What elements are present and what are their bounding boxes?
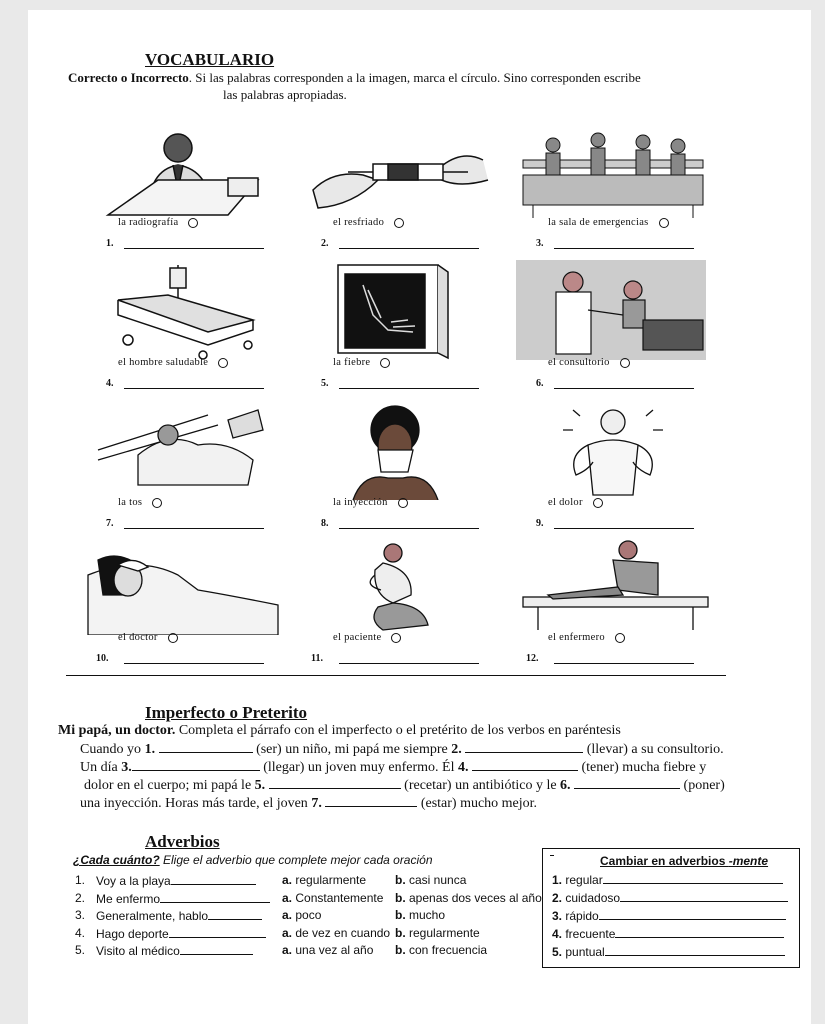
blank-number: 3. [121, 760, 132, 775]
mente-item [552, 871, 783, 890]
blank-5[interactable] [269, 776, 401, 789]
correct-circle[interactable] [615, 633, 625, 643]
imperfecto-instr-bold: Mi papá, un doctor. [58, 723, 176, 738]
correct-circle[interactable] [620, 358, 630, 368]
vocab-item [78, 260, 288, 395]
nurse-with-patient-picture [508, 535, 718, 635]
adverbios-instr-bold: ¿Cada cuánto? [73, 853, 160, 867]
syringe-injection-picture [293, 120, 503, 220]
adverb-option-b[interactable]: b. casi nunca [395, 873, 467, 887]
text: (llevar) a su consultorio. [583, 742, 724, 757]
vocab-caption [548, 632, 625, 643]
adverb-answer-blank[interactable] [208, 907, 262, 920]
answer-line[interactable] [554, 528, 694, 529]
answer-line[interactable] [124, 663, 264, 664]
adverb-option-b[interactable]: b. regularmente [395, 925, 480, 940]
text: Cuando yo [80, 742, 145, 757]
paragraph-line-3 [84, 776, 725, 795]
vocab-caption-text: el dolor [548, 497, 583, 508]
mente-answer-blank[interactable] [615, 925, 783, 938]
correct-circle[interactable] [394, 218, 404, 228]
doctor-at-desk-picture [78, 120, 288, 220]
adverb-sentence [96, 925, 266, 944]
adverb-answer-blank[interactable] [180, 942, 253, 955]
text: (estar) mucho mejor. [417, 796, 538, 811]
correct-circle[interactable] [380, 358, 390, 368]
correct-circle[interactable] [168, 633, 178, 643]
woman-with-fever-picture [78, 535, 288, 635]
sick-person-in-bed-picture [78, 400, 288, 500]
answer-line[interactable] [339, 388, 479, 389]
mente-item-number: 1. [552, 873, 566, 887]
blank-3[interactable] [132, 758, 260, 771]
mente-item-word: regular [565, 873, 603, 887]
hospital-stretcher-picture [78, 260, 288, 360]
blank-4[interactable] [472, 758, 578, 771]
mente-item-word: frecuente [565, 927, 616, 941]
mente-item [552, 943, 785, 962]
mente-item-number: 4. [552, 927, 566, 941]
vocab-item [508, 120, 718, 255]
answer-line[interactable] [554, 663, 694, 664]
blank-number: 5. [254, 778, 266, 793]
vocab-caption-text: la fiebre [333, 357, 371, 368]
text: Un día [80, 760, 122, 775]
vocab-caption [548, 357, 630, 368]
correct-circle[interactable] [218, 358, 228, 368]
vocab-caption-text: el consultorio [548, 357, 610, 368]
adverb-option-a[interactable]: a. poco [282, 908, 322, 922]
adverb-option-b[interactable]: b. apenas dos veces al año [395, 890, 542, 905]
blank-number: 2. [451, 742, 462, 757]
text: (ser) un niño, mi papá me siempre [252, 742, 452, 757]
vocab-number: 12. [526, 653, 539, 664]
mente-box-title [600, 853, 768, 871]
vocab-number: 5. [321, 378, 329, 389]
paragraph-line-2 [80, 758, 706, 777]
vocab-caption-text: la inyección [333, 497, 388, 508]
vocab-caption-text: la tos [118, 497, 143, 508]
adverb-row-number: 2. [75, 890, 86, 905]
adverb-option-b[interactable]: b. con frecuencia [395, 943, 488, 957]
adverb-sentence [96, 942, 253, 961]
foot-x-ray-picture [293, 260, 503, 360]
mente-item-word: rápido [565, 909, 599, 923]
vocab-item [293, 120, 503, 255]
mente-answer-blank[interactable] [603, 871, 784, 884]
correct-circle[interactable] [188, 218, 198, 228]
mente-item [552, 925, 784, 944]
correct-circle[interactable] [398, 498, 408, 508]
mente-title-prefix: Cambiar en adverbios [600, 854, 729, 868]
mente-item-number: 2. [552, 891, 566, 905]
mente-answer-blank[interactable] [605, 943, 786, 956]
adverb-sentence-text: Me enfermo [96, 891, 161, 906]
adverb-sentence-text: Visito al médico [96, 944, 180, 958]
vocab-number: 2. [321, 238, 329, 249]
text: (tener) mucha fiebre y [578, 760, 707, 775]
worksheet-page [28, 10, 811, 1024]
vocab-number: 1. [106, 238, 114, 249]
adverb-sentence-text: Voy a la playa [96, 874, 171, 888]
answer-line[interactable] [339, 663, 479, 664]
adverb-option-a[interactable]: a. de vez en cuando [282, 925, 391, 940]
vocab-number: 7. [106, 518, 114, 529]
mente-item-word: puntual [565, 945, 605, 959]
mente-box [542, 848, 800, 968]
vocab-caption [548, 497, 603, 508]
vocab-item [508, 400, 718, 535]
vocab-item [293, 400, 503, 535]
text: (llegar) un joven muy enfermo. Él [259, 760, 458, 775]
vocab-number: 8. [321, 518, 329, 529]
woman-coughing-picture [293, 535, 503, 635]
adverb-answer-blank[interactable] [160, 890, 270, 903]
mente-title-suffix: -mente [728, 854, 769, 868]
answer-line[interactable] [554, 388, 694, 389]
vocab-caption-text: el paciente [333, 632, 382, 643]
answer-line[interactable] [339, 528, 479, 529]
blank-1[interactable] [159, 740, 253, 753]
blank-number: 1. [144, 742, 156, 757]
adverb-option-b[interactable]: b. mucho [395, 908, 446, 922]
vocab-caption [548, 217, 669, 228]
correct-circle[interactable] [593, 498, 603, 508]
adverb-option-a[interactable]: a. regularmente [282, 873, 367, 887]
vocab-caption-text: la radiografía [118, 217, 179, 228]
doctor-examining-patient-picture [508, 260, 718, 360]
answer-line[interactable] [124, 528, 264, 529]
blank-2[interactable] [465, 740, 583, 753]
answer-line[interactable] [124, 388, 264, 389]
healthy-strong-man-picture [508, 400, 718, 500]
text: (recetar) un antibiótico y le [400, 778, 561, 793]
vocab-item [78, 535, 288, 670]
vocab-caption [333, 217, 404, 228]
vocab-item [293, 260, 503, 395]
adverbios-title: Adverbios [145, 832, 220, 851]
vocab-caption [333, 357, 390, 368]
adverb-answer-blank[interactable] [171, 872, 256, 885]
mente-answer-blank[interactable] [620, 889, 788, 902]
adverbios-instr-rest: Elige el adverbio que complete mejor cada oración [159, 853, 433, 867]
vocab-caption [333, 632, 401, 643]
blank-6[interactable] [574, 776, 680, 789]
vocab-caption-text: el hombre saludable [118, 357, 209, 368]
mente-item [552, 907, 786, 926]
text: una inyección. Horas más tarde, el joven [80, 796, 312, 811]
adverb-option-a[interactable]: a. una vez al año [282, 943, 374, 957]
vocab-item [78, 120, 288, 255]
paragraph-line-1 [80, 740, 724, 759]
mente-answer-blank[interactable] [599, 907, 786, 920]
adverbios-instructions [73, 852, 433, 870]
adverb-row-number: 5. [75, 943, 86, 957]
vocab-instructions [68, 70, 641, 86]
adverb-row-number: 1. [75, 873, 86, 887]
correct-circle[interactable] [152, 498, 162, 508]
adverb-answer-blank[interactable] [169, 925, 267, 938]
answer-line[interactable] [124, 248, 264, 249]
vocab-caption-text: el enfermero [548, 632, 605, 643]
blank-number: 6. [560, 778, 571, 793]
vocab-caption [118, 217, 198, 228]
vocab-number: 11. [311, 653, 323, 664]
correct-circle[interactable] [391, 633, 401, 643]
adverb-sentence [96, 872, 256, 891]
vocab-caption [333, 497, 408, 508]
answer-line[interactable] [554, 248, 694, 249]
mente-item-number: 3. [552, 909, 566, 923]
vocab-number: 9. [536, 518, 544, 529]
answer-line[interactable] [339, 248, 479, 249]
vocab-number: 3. [536, 238, 544, 249]
vocab-number: 4. [106, 378, 114, 389]
vocab-caption [118, 497, 162, 508]
text: (poner) [680, 778, 725, 793]
small-mark [550, 855, 554, 856]
mente-item-word: cuidadoso [565, 891, 621, 905]
adverb-option-a[interactable]: a. Constantemente [282, 890, 384, 905]
vocab-instructions-line2: las palabras apropiadas. [223, 87, 347, 102]
mente-item-number: 5. [552, 945, 566, 959]
vocab-caption [118, 357, 228, 368]
imperfecto-instr-rest: Completa el párrafo con el imperfecto o el pretérito de los verbos en paréntesis [175, 723, 621, 738]
vocab-caption-text: la sala de emergencias [548, 217, 649, 228]
section-divider [66, 675, 726, 676]
blank-7[interactable] [325, 794, 417, 807]
vocab-item [508, 535, 718, 670]
imperfecto-instructions [58, 722, 621, 740]
vocab-caption-text: el resfriado [333, 217, 385, 228]
vocab-instr-rest: . Si las palabras corresponden a la imagen, marca el círculo. Sino corresponden escribe [188, 70, 641, 85]
vocab-number: 6. [536, 378, 544, 389]
mente-item [552, 889, 788, 908]
adverb-sentence-text: Generalmente, hablo [96, 909, 209, 923]
vocab-item [293, 535, 503, 670]
adverb-row-number: 4. [75, 925, 86, 940]
adverb-sentence-text: Hago deporte [96, 926, 169, 941]
waiting-room-picture [508, 120, 718, 220]
vocab-item [508, 260, 718, 395]
vocab-caption-text: el doctor [118, 632, 158, 643]
adverb-sentence [96, 907, 262, 926]
correct-circle[interactable] [659, 218, 669, 228]
person-blowing-nose-picture [293, 400, 503, 500]
vocab-caption [118, 632, 178, 643]
blank-number: 7. [311, 796, 322, 811]
text: dolor en el cuerpo; mi papá le [84, 778, 255, 793]
vocab-number: 10. [96, 653, 109, 664]
blank-number: 4. [458, 760, 469, 775]
vocab-instr-bold: Correcto o Incorrecto [68, 70, 189, 85]
vocab-item [78, 400, 288, 535]
adverb-row-number: 3. [75, 908, 86, 922]
imperfecto-title: Imperfecto o Preterito [145, 703, 308, 722]
vocab-title: VOCABULARIO [145, 50, 275, 69]
adverb-sentence [96, 890, 270, 909]
paragraph-line-4 [80, 794, 537, 813]
